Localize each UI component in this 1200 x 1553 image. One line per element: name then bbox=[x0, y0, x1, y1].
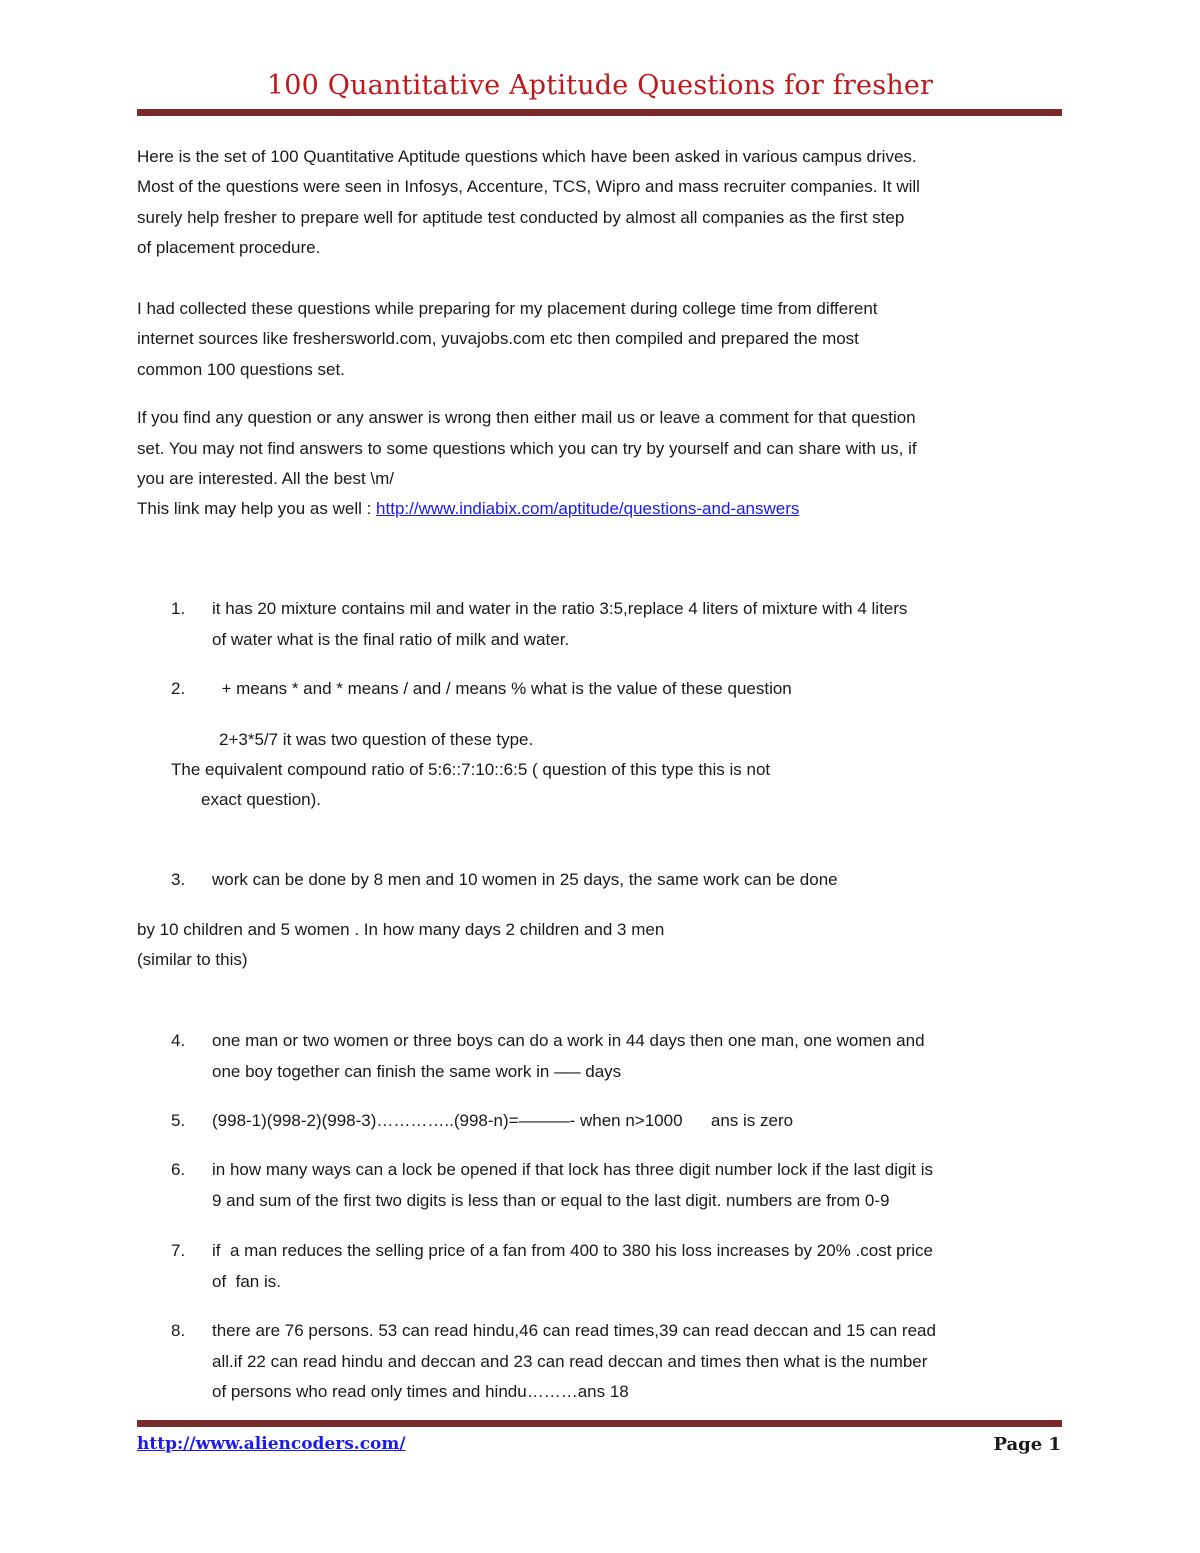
intro-line: set. You may not find answers to some questions which you can try by yourself and can share with us, if bbox=[137, 439, 917, 458]
question-text: of fan is. bbox=[212, 1271, 281, 1291]
question-text: work can be done by 8 men and 10 women in 25 days, the same work can be done bbox=[212, 870, 838, 889]
question-continuation: by 10 children and 5 women . In how many days 2 children and 3 men bbox=[137, 920, 665, 939]
question-number: 3. bbox=[171, 870, 186, 889]
indiabix-link[interactable]: http://www.indiabix.com/aptitude/questions-and-answers bbox=[376, 499, 800, 518]
intro-line: I had collected these questions while preparing for my placement during college time from different bbox=[137, 299, 878, 318]
question-item bbox=[171, 1155, 1061, 1216]
question-note: exact question). bbox=[201, 790, 322, 809]
page-number: Page 1 bbox=[993, 1434, 1061, 1455]
question-text: in how many ways can a lock be opened if that lock has three digit number lock if the last digit is bbox=[212, 1160, 933, 1179]
link-line bbox=[137, 494, 1062, 525]
intro-line: of placement procedure. bbox=[137, 238, 321, 257]
question-note: The equivalent compound ratio of 5:6::7:10::6:5 ( question of this type this is not bbox=[171, 760, 771, 779]
page-title: 100 Quantitative Aptitude Questions for fresher bbox=[266, 70, 934, 101]
question-text: it has 20 mixture contains mil and water in the ratio 3:5,replace 4 liters of mixture with 4 liters bbox=[212, 599, 908, 618]
question-text: if a man reduces the selling price of a fan from 400 to 380 his loss increases by 20% .cost price bbox=[212, 1241, 933, 1260]
question-number: 2. bbox=[171, 679, 186, 698]
question-number: 4. bbox=[171, 1031, 186, 1050]
intro-line: surely help fresher to prepare well for aptitude test conducted by almost all companies as the first step bbox=[137, 208, 905, 227]
question-number: 1. bbox=[171, 599, 186, 618]
intro-line: internet sources like freshersworld.com, yuvajobs.com etc then compiled and prepared the most bbox=[137, 329, 859, 348]
question-text: one boy together can finish the same work in —– days bbox=[212, 1061, 622, 1081]
question-continuation: (similar to this) bbox=[137, 950, 248, 969]
question-text: one man or two women or three boys can do a work in 44 days then one man, one women and bbox=[212, 1031, 925, 1050]
footer-rule bbox=[137, 1420, 1062, 1427]
question-text: 9 and sum of the first two digits is less than or equal to the last digit. numbers are from 0-9 bbox=[212, 1190, 890, 1210]
question-item bbox=[171, 1026, 1061, 1087]
intro-line: Most of the questions were seen in Infosys, Accenture, TCS, Wipro and mass recruiter companies. It will bbox=[137, 177, 920, 196]
question-text: of persons who read only times and hindu………ans 18 bbox=[212, 1382, 629, 1401]
intro-line: If you find any question or any answer is wrong then either mail us or leave a comment for that question bbox=[137, 408, 916, 427]
question-item bbox=[171, 865, 1061, 896]
header-rule bbox=[137, 109, 1062, 116]
intro-line: common 100 questions set. bbox=[137, 360, 345, 379]
question-text: + means * and * means / and / means % what is the value of these question bbox=[212, 679, 792, 698]
question-text: of water what is the final ratio of milk and water. bbox=[212, 629, 570, 649]
link-prefix: This link may help you as well : bbox=[137, 499, 377, 518]
question-expression: 2+3*5/7 it was two question of these type. bbox=[219, 730, 534, 749]
question-item bbox=[171, 1106, 1061, 1137]
question-number: 7. bbox=[171, 1241, 186, 1260]
question-text: there are 76 persons. 53 can read hindu,46 can read times,39 can read deccan and 15 can read bbox=[212, 1321, 936, 1340]
question-item bbox=[171, 674, 1061, 705]
intro-line: Here is the set of 100 Quantitative Aptitude questions which have been asked in various campus drives. bbox=[137, 147, 917, 166]
question-number: 5. bbox=[171, 1111, 186, 1130]
question-number: 8. bbox=[171, 1321, 186, 1340]
question-number: 6. bbox=[171, 1160, 186, 1179]
question-item bbox=[171, 1316, 1061, 1408]
question-item bbox=[171, 1236, 1061, 1297]
intro-line: you are interested. All the best \m/ bbox=[137, 469, 395, 488]
question-text: (998-1)(998-2)(998-3)…………..(998-n)=———- when n>1000 ans is zero bbox=[212, 1111, 794, 1130]
question-text: all.if 22 can read hindu and deccan and 23 can read deccan and times then what is the number bbox=[212, 1351, 928, 1371]
question-item bbox=[171, 594, 1061, 655]
footer-site-link[interactable]: http://www.aliencoders.com/ bbox=[137, 1434, 406, 1454]
